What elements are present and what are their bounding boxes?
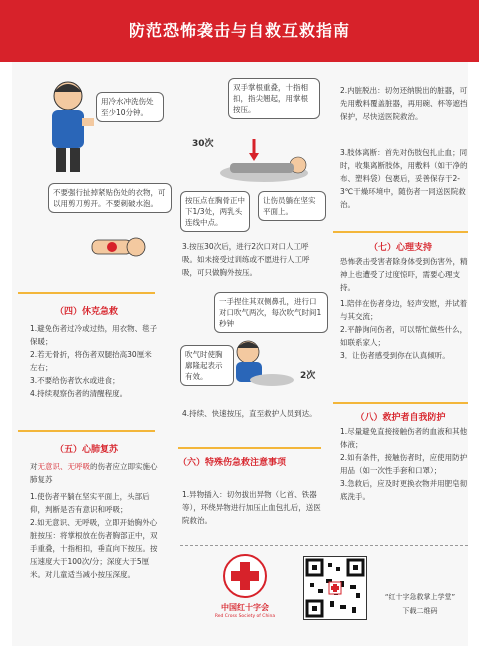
- cpr-step-3: 3.按压30次后，进行2次口对口人工呼吸。如未接受过训练或不愿进行人工呼吸，可只做胸外按压。: [182, 242, 310, 277]
- sec4-list: [30, 322, 158, 400]
- sec6-rule: [178, 447, 321, 449]
- sec5-intro-a: 对: [30, 462, 38, 471]
- org-name-en: Red Cross Society of China: [214, 614, 276, 619]
- bubble-cool-water: [96, 92, 164, 122]
- sec6-item-2: 2.内脏脱出：切勿还纳脱出的脏器，可先用敷料覆盖脏器，再用碗、杯等遮挡保护，尽快送医院救治。: [340, 86, 468, 121]
- bubble-firm-surface-text: 让伤员躺在坚实平面上。: [263, 196, 316, 216]
- count-2: 2次: [300, 371, 316, 381]
- bubble-press-point: [180, 191, 250, 232]
- page-title: 防范恐怖袭击与自救互救指南: [128, 21, 350, 40]
- sec7-item: 2.平静询问伤者，可以帮忙做些什么，如联系家人；: [340, 325, 468, 347]
- sec6-item-1: 1.异物插入：切勿拔出异物（匕首、铁器等），环绕异物进行加压止血包扎后，送医院救治。: [182, 490, 321, 525]
- qr-pattern-icon: [304, 557, 366, 619]
- cpr-compression-illustration: [214, 135, 314, 185]
- bubble-hand-position: [228, 78, 320, 119]
- sec5-title: （五）心肺复苏: [54, 445, 118, 455]
- sec4-item: 2.若无骨折，将伤者双腿抬高30厘米左右；: [30, 350, 152, 372]
- bubble-cool-water-text: 用冷水冲洗伤处至少10分钟。: [101, 97, 154, 117]
- sec8-item: 3.急救后，应及时更换衣物并用肥皂彻底洗手。: [340, 479, 468, 501]
- sec8-title: （八）救护者自我防护: [355, 413, 446, 423]
- bubble-rescue-breath-text: 一手捏住其双侧鼻孔，进行口对口吹气两次，每次吹气时间1秒钟: [219, 297, 322, 328]
- sec6-title: （六）特殊伤急救注意事项: [178, 458, 287, 468]
- bubble-rescue-breath: [214, 292, 328, 333]
- sec8-item: 2.如有条件，接触伤者时，应使用防护用品（如一次性手套和口罩）；: [340, 453, 468, 475]
- arm-wound-illustration: [88, 228, 148, 268]
- sec7-intro: 恐怖袭击受害者除身体受到伤害外，精神上也遭受了过度惊吓，需要心理支持。: [340, 257, 468, 292]
- rescue-breath-illustration: [226, 338, 296, 388]
- sec7-title: （七）心理支持: [368, 243, 432, 253]
- burn-cooling-illustration: [38, 78, 98, 174]
- sec4-item: 4.持续观察伤者的清醒程度。: [30, 389, 128, 398]
- sec7-rule: [333, 231, 468, 233]
- sec8-rule: [333, 402, 468, 404]
- sec8-list: [340, 425, 468, 503]
- qr-caption-app: “红十字急救掌上学堂”: [384, 593, 456, 601]
- bubble-clothing-text: 不要强行扯掉紧贴伤处的衣物，可以用剪刀剪开。不要刺破水泡。: [53, 188, 166, 208]
- sec5-item: 1.使伤者平躺在坚实平面上，头部后仰，判断是否有意识和呼吸；: [30, 492, 150, 514]
- sec5-intro-b: 的伤者应立即实施心肺复苏: [30, 462, 158, 484]
- bubble-clothing: [48, 183, 172, 213]
- sec5-item: 2.如无意识、无呼吸，立即开始胸外心脏按压：将掌根放在伤者胸部正中，双手重叠，十指相扣，垂直向下按压。按压速度大于100次/分；深度大于5厘米。对儿童适当减小按压深度。: [30, 518, 158, 579]
- sec4-rule: [18, 292, 155, 294]
- count-30: 30次: [192, 139, 214, 149]
- footer-divider: [180, 545, 468, 546]
- qr-caption-download: 下载二维码: [402, 607, 438, 615]
- sec4-title: （四）休克急救: [54, 307, 118, 317]
- sec5-intro: [30, 460, 158, 486]
- sec5-rule: [18, 430, 155, 432]
- red-cross-logo-icon: [222, 553, 268, 599]
- sec4-item: 3.不要给伤者饮水或进食；: [30, 376, 120, 385]
- org-name-cn: 中国红十字会: [221, 603, 269, 612]
- sec5-list: [30, 490, 158, 581]
- bubble-firm-surface: [258, 191, 326, 221]
- sec7-item: 3．让伤者感受到你在认真倾听。: [340, 351, 450, 360]
- sec4-item: 1.避免伤者过冷或过热，用衣物、毯子保暖；: [30, 324, 158, 346]
- bubble-chest-rise-text: 吹气时使胸廓隆起表示有效。: [185, 350, 223, 381]
- sec7-list: [340, 297, 468, 362]
- cpr-step-4: 4.持续、快速按压，直至救护人员到达。: [182, 409, 317, 418]
- sec6-item-3: 3.肢体离断：首先对伤肢包扎止血；同时，收集离断肢体，用敷料（如干净的布、塑料袋）包裹后，妥善保存于2-3℃干燥环境中，随伤者一同送医院救治。: [340, 148, 468, 209]
- bubble-hand-position-text: 双手掌根重叠，十指相扣，指尖翘起，用掌根按压。: [233, 83, 308, 114]
- bubble-press-point-text: 按压点在胸骨正中下1/3处，两乳头连线中点。: [185, 196, 245, 227]
- sec5-intro-highlight: 无意识、无呼吸: [37, 462, 90, 471]
- qr-code[interactable]: [303, 556, 367, 620]
- sec7-item: 1.陪伴在伤者身边，轻声安慰，并试着与其交流；: [340, 299, 468, 321]
- sec8-item: 1.尽量避免直接接触伤者的血液和其他体液；: [340, 427, 468, 449]
